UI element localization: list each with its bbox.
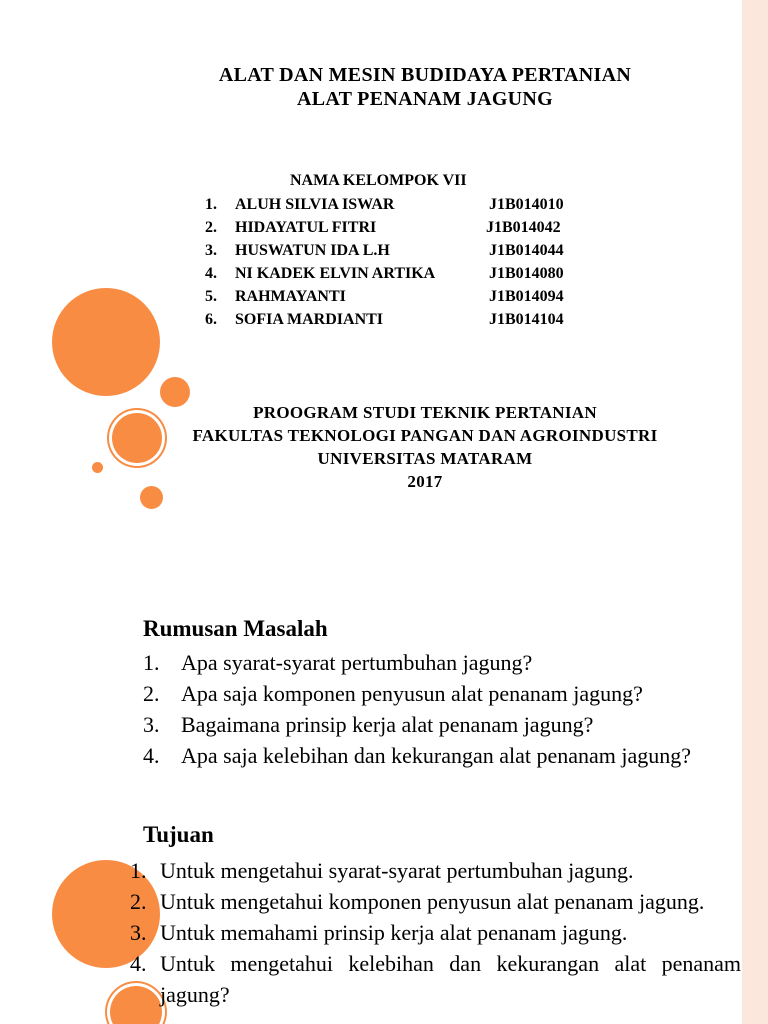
item-number: 3.: [143, 712, 160, 737]
member-number: 2.: [205, 219, 217, 236]
member-nim: J1B014080: [489, 265, 564, 282]
item-number: 3.: [130, 920, 147, 945]
item-text: Apa saja komponen penyusun alat penanam jagung?: [181, 681, 643, 706]
item-text: Untuk mengetahui kelebihan dan kekurangan alat penanam jagung?: [160, 951, 741, 1007]
item-text: Apa syarat-syarat pertumbuhan jagung?: [181, 650, 533, 675]
member-number: 1.: [205, 196, 217, 213]
item-text: Apa saja kelebihan dan kekurangan alat penanam jagung?: [181, 743, 692, 768]
list-item: [143, 678, 741, 709]
item-text: Untuk mengetahui komponen penyusun alat penanam jagung.: [160, 889, 705, 914]
item-text: Untuk memahami prinsip kerja alat penanam jagung.: [160, 920, 628, 945]
member-number: 3.: [205, 242, 217, 259]
rumusan-list: [143, 647, 741, 771]
member-name: HUSWATUN IDA L.H: [235, 242, 390, 259]
group-heading: NAMA KELOMPOK VII: [290, 172, 467, 189]
member-number: 4.: [205, 265, 217, 282]
item-text: Bagaimana prinsip kerja alat penanam jagung?: [181, 712, 594, 737]
member-nim: J1B014042: [486, 219, 561, 236]
member-row: [205, 219, 605, 242]
list-item: [130, 855, 741, 886]
item-number: 2.: [143, 681, 160, 706]
slide-edge-decoration: [742, 576, 768, 1024]
member-number: 6.: [205, 311, 217, 328]
member-nim: J1B014044: [489, 242, 564, 259]
list-item: [143, 740, 741, 771]
item-number: 4.: [130, 951, 147, 976]
tujuan-list: [130, 855, 741, 1010]
item-number: 1.: [143, 650, 160, 675]
member-nim: J1B014104: [489, 311, 564, 328]
member-name: SOFIA MARDIANTI: [235, 311, 384, 328]
list-item: [130, 948, 741, 1010]
list-item: [130, 886, 741, 917]
member-row: [205, 242, 605, 265]
member-nim: J1B014094: [489, 288, 564, 305]
member-row: [205, 265, 605, 288]
tujuan-heading: Tujuan: [143, 822, 214, 847]
member-name: ALUH SILVIA ISWAR: [235, 196, 395, 213]
list-item: [130, 917, 741, 948]
faculty-name: FAKULTAS TEKNOLOGI PANGAN DAN AGROINDUSTRI: [192, 426, 658, 445]
member-row: [205, 196, 605, 219]
list-item: [143, 647, 741, 678]
item-number: 4.: [143, 743, 160, 768]
slide-problem-statement: [0, 576, 768, 1024]
orange-circle-large: [52, 288, 160, 396]
member-name: RAHMAYANTI: [235, 288, 346, 305]
member-list: [205, 196, 605, 334]
year: 2017: [407, 472, 443, 491]
member-row: [205, 288, 605, 311]
university-name: UNIVERSITAS MATARAM: [317, 449, 533, 468]
member-nim: J1B014010: [489, 196, 564, 213]
member-number: 5.: [205, 288, 217, 305]
list-item: [143, 709, 741, 740]
item-number: 2.: [130, 889, 147, 914]
member-row: [205, 311, 605, 334]
item-number: 1.: [130, 858, 147, 883]
title-line-2: ALAT PENANAM JAGUNG: [296, 88, 554, 110]
title-line-1: ALAT DAN MESIN BUDIDAYA PERTANIAN: [218, 64, 632, 86]
rumusan-heading: Rumusan Masalah: [143, 616, 328, 641]
item-text: Untuk mengetahui syarat-syarat pertumbuhan jagung.: [160, 858, 634, 883]
member-name: NI KADEK ELVIN ARTIKA: [235, 265, 436, 282]
member-name: HIDAYATUL FITRI: [235, 219, 377, 236]
program-name: PROOGRAM STUDI TEKNIK PERTANIAN: [253, 403, 597, 422]
